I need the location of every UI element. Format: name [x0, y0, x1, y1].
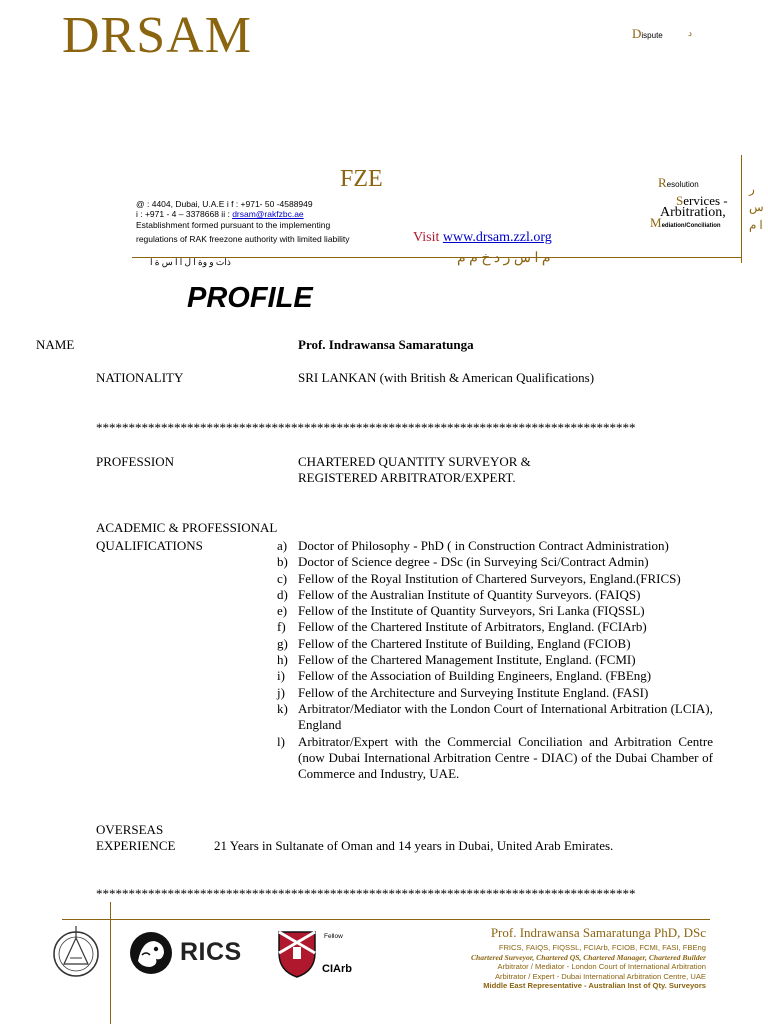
profession-line-1: CHARTERED QUANTITY SURVEYOR &: [298, 454, 531, 469]
fze-label: FZE: [340, 166, 383, 192]
list-item: c) Fellow of the Royal Institution of Chartered Surveyors, England.(FRICS): [277, 570, 681, 586]
list-item: e) Fellow of the Institute of Quantity Surveyors, Sri Lanka (FIQSSL): [277, 603, 645, 619]
email-link[interactable]: drsam@rakfzbc.ae: [232, 209, 304, 219]
name-label: NAME: [36, 337, 75, 352]
list-item: f) Fellow of the Chartered Institute of Arbitrators, England. (FCIArb): [277, 619, 647, 635]
header-vertical-rule: [741, 155, 742, 263]
page-title: PROFILE: [187, 282, 313, 314]
ciarb-logo-text: CIArb: [322, 963, 352, 975]
list-item: d) Fellow of the Australian Institute of Quantity Surveyors. (FAIQS): [277, 586, 641, 602]
overseas-label-1: OVERSEAS: [96, 822, 164, 837]
list-item: g) Fellow of the Chartered Institute of Building, England (FCIOB): [277, 635, 631, 651]
address-line-1: @ : 4404, Dubai, U.A.E i f : +971- 50 -4588949: [136, 199, 313, 209]
list-item: a) Doctor of Philosophy - PhD ( in Construction Contract Administration): [277, 538, 669, 553]
footer-line: Middle East Representative - Australian Inst of Qty. Surveyors: [483, 981, 706, 991]
arabic-line: ذات و وة ا ل ا ا س ة ا: [150, 257, 231, 267]
list-item: j) Fellow of the Architecture and Surveying Institute England. (FASI): [277, 684, 649, 700]
nationality-label: NATIONALITY: [96, 370, 184, 385]
footer-line: Arbitrator / Expert - Dubai International Arbitration Centre, UAE: [494, 971, 706, 981]
profession-label: PROFESSION: [96, 454, 175, 469]
rics-lion-icon: [128, 931, 174, 975]
arabic-right-column: ر س ا م: [749, 182, 764, 232]
list-item: b) Doctor of Science degree - DSc (in Surveying Sci/Contract Admin): [277, 554, 649, 570]
qualifications-list: [277, 538, 713, 782]
academic-label-1: ACADEMIC & PROFESSIONAL: [96, 520, 278, 535]
establishment-line-2: regulations of RAK freezone authority with limited liability: [136, 234, 350, 244]
separator-1: ***********************************************************************************: [96, 420, 636, 435]
name-value: Prof. Indrawansa Samaratunga: [298, 337, 474, 352]
dispute-label: Dispute: [632, 26, 663, 41]
visit-line: Visit www.drsam.zzl.org: [413, 230, 552, 245]
footer-name: Prof. Indrawansa Samaratunga PhD, DSc: [490, 925, 706, 940]
footer-line: FRICS, FAIQS, FIQSSL, FCIArb, FCIOB, FCMI, FASI, FBEng: [498, 943, 706, 952]
rics-logo-text: RICS: [180, 938, 242, 966]
website-link[interactable]: www.drsam.zzl.org: [442, 230, 552, 245]
separator-2: ***********************************************************************************: [96, 886, 636, 901]
footer-rule: [62, 919, 710, 920]
overseas-label-2: EXPERIENCE: [96, 838, 176, 853]
resolution-label: Resolution: [658, 175, 699, 190]
footer-vertical-rule: [110, 902, 111, 1024]
arabic-gold-line: م ا س ر د خ م م: [457, 251, 551, 266]
footer-credentials: [471, 943, 706, 991]
nationality-value: SRI LANKAN (with British & American Qualifications): [298, 370, 595, 385]
ciarb-shield-icon: [276, 929, 318, 979]
establishment-line-1: Establishment formed pursuant to the implementing: [136, 220, 331, 230]
mediation-label: Mediation/Conciliation: [650, 215, 721, 230]
arbitration-label: Arbitration,: [660, 205, 726, 220]
list-item: h) Fellow of the Chartered Management Institute, England. (FCMI): [277, 652, 636, 668]
list-item: l) Arbitrator/Expert with the Commercial Conciliation and Arbitration Centre (now Dubai International Arbitration Centre - DIAC) of the Dubai Chamber of Commerce and Industry, UAE.: [277, 733, 713, 782]
services-label: Services -: [676, 193, 728, 208]
profession-line-2: REGISTERED ARBITRATOR/EXPERT.: [298, 470, 516, 485]
address-line-2: i : +971 - 4 – 3378668 ii : drsam@rakfzbc.ae: [136, 209, 304, 219]
footer-line: Chartered Surveyor, Chartered QS, Chartered Manager, Chartered Builder: [470, 952, 706, 962]
seal-icon: [52, 924, 100, 982]
footer-line: Arbitrator / Mediator - London Court of International Arbitration: [497, 962, 706, 972]
academic-label-2: QUALIFICATIONS: [96, 538, 203, 553]
ciarb-fellow-text: Fellow: [324, 933, 343, 940]
overseas-value: 21 Years in Sultanate of Oman and 14 years in Dubai, United Arab Emirates.: [214, 838, 614, 853]
arabic-top-letter: د: [688, 28, 693, 38]
list-item: i) Fellow of the Association of Building Engineers, England. (FBEng): [277, 668, 652, 684]
brand-logo-text: DRSAM: [62, 7, 252, 64]
list-item: k) Arbitrator/Mediator with the London Court of International Arbitration (LCIA), England: [277, 700, 713, 733]
